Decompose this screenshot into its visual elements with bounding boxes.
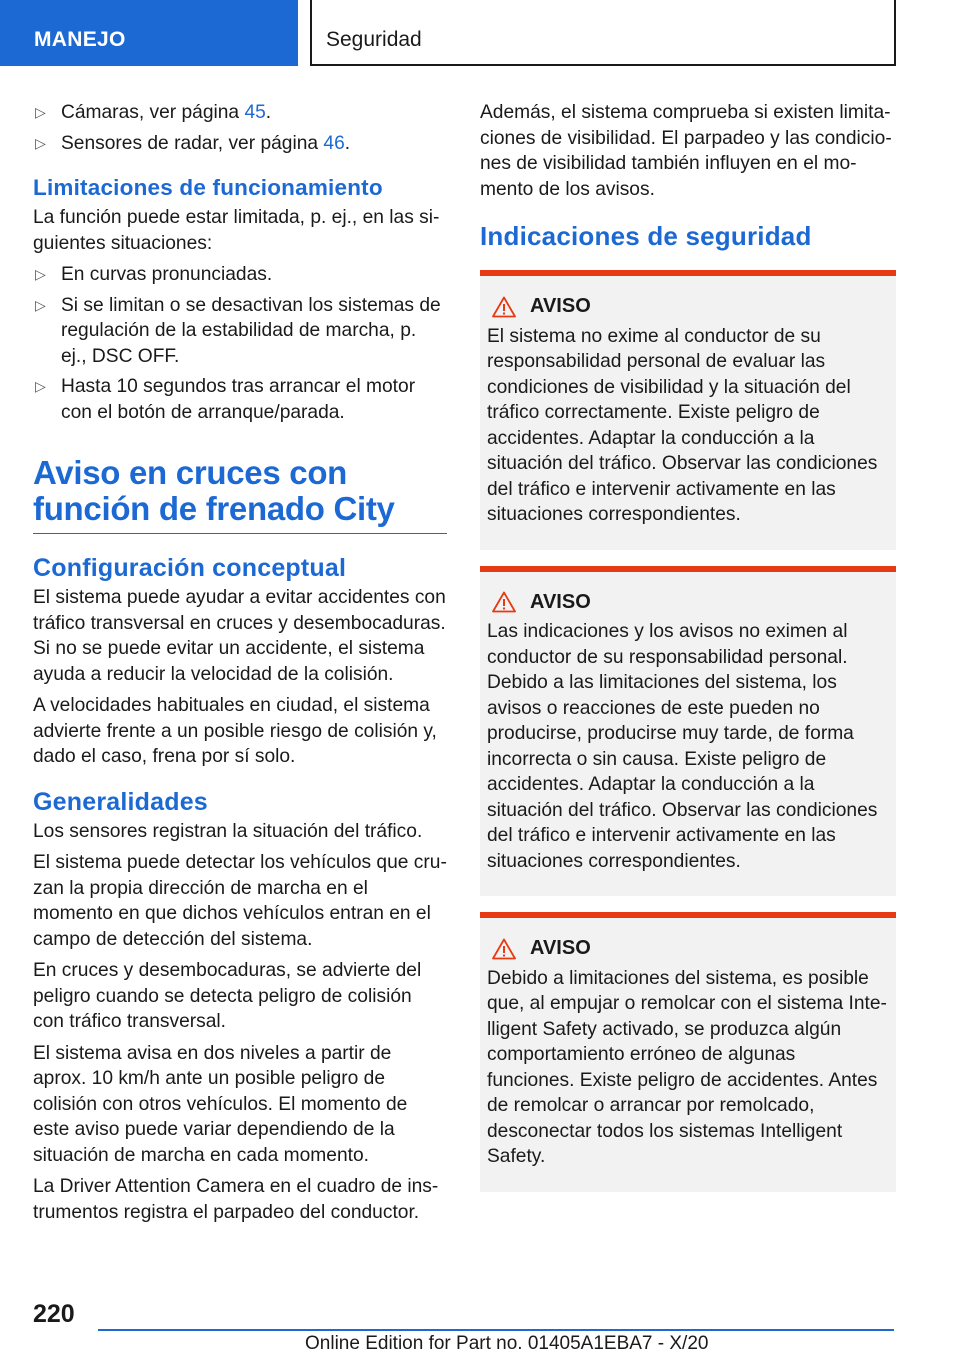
- section-heading-config: Configuración conceptual: [33, 554, 347, 582]
- list-item: ▷ Sensores de radar, ver página 46.: [33, 131, 447, 157]
- limitations-list: [33, 262, 447, 425]
- section-heading-seguridad: Indicaciones de seguridad: [480, 221, 812, 251]
- paragraph: Los sensores registran la situación del tráfico.: [33, 820, 423, 842]
- warning-text: El sistema no exime al conductor de su responsabilidad personal de evaluar las condiciones de visibilidad y la situación del tráfico correctamente. Existe peligro de accidentes. Adaptar la conducción a la situación del tráfico. Observar las condiciones del tráfico e intervenir activamente en las situaciones correspondientes.: [487, 325, 878, 525]
- triangle-bullet-icon: ▷: [35, 378, 46, 394]
- paragraph: La función puede estar limitada, p. ej., en las siguientes situaciones:: [33, 207, 440, 254]
- warning-box: [480, 566, 896, 897]
- page-number: 220: [33, 1300, 75, 1328]
- right-column: [480, 100, 896, 1208]
- warning-header: [487, 936, 888, 962]
- warning-title: AVISO: [530, 937, 591, 959]
- left-column: [33, 100, 447, 1231]
- warning-box: [480, 912, 896, 1192]
- paragraph: Además, el sistema comprueba si existen limitaciones de visibilidad. El parpadeo y las condiciones de visibilidad también influyen en el momento de los avisos.: [480, 102, 892, 200]
- paragraph: El sistema avisa en dos niveles a partir de aprox. 10 km/h ante un posible peligro de colisión con otros vehículos. El momento de este aviso puede variar dependiendo de la situación de marcha en cada momento.: [33, 1042, 408, 1166]
- warning-header: [487, 590, 888, 616]
- triangle-bullet-icon: ▷: [35, 266, 46, 282]
- warning-box: [480, 270, 896, 550]
- paragraph: El sistema puede ayudar a evitar accidentes con tráfico transversal en cruces y desembocaduras. Si no se puede evitar un accidente, el sistema ayuda a reducir la velocidad de la colisión.: [33, 587, 446, 685]
- warning-text: Debido a limitaciones del sistema, es posible que, al empujar o remolcar con el sistema Intelligent Safety activado, se produzca algún comportamiento erróneo de algunas funciones. Existe peligro de accidentes. Antes de remolcar o arrancar por remolcado, desconectar todos los sistemas Intelligent Safety.: [487, 967, 887, 1167]
- list-item: ▷ Hasta 10 segundos tras arrancar el motor con el botón de arranque/parada.: [35, 376, 416, 423]
- edition-note: Online Edition for Part no. 01405A1EBA7 - X/20: [305, 1333, 709, 1354]
- triangle-bullet-icon: ▷: [35, 296, 46, 313]
- triangle-bullet-icon: ▷: [35, 104, 46, 120]
- list-item: ▷ En curvas pronunciadas.: [33, 262, 447, 288]
- section-tab[interactable]: MANEJO: [0, 0, 298, 66]
- page-header: [0, 0, 960, 66]
- list-item: ▷ Cámaras, ver página 45.: [33, 100, 447, 126]
- footer-divider: [98, 1329, 894, 1331]
- list-item: ▷ Si se limitan o se desactivan los sistemas de regulación de la estabilidad de marcha, p. ej., DSC OFF.: [35, 294, 441, 367]
- section-heading-general: Generalidades: [33, 787, 208, 816]
- chapter-heading-aviso: Aviso en cruces con función de frenado City: [33, 455, 447, 534]
- warning-triangle-icon: [492, 938, 516, 960]
- warning-title: AVISO: [530, 295, 591, 317]
- warning-triangle-icon: [492, 296, 516, 318]
- paragraph: En cruces y desembocaduras, se advierte del peligro cuando se detecta peligro de colisión con tráfico transversal.: [33, 960, 422, 1032]
- warning-header: [487, 294, 888, 320]
- triangle-bullet-icon: ▷: [35, 134, 46, 151]
- page-link[interactable]: 46: [323, 132, 345, 154]
- section-heading-limitaciones: Limitaciones de funcionamiento: [33, 175, 383, 200]
- page-link[interactable]: 45: [244, 102, 266, 123]
- chapter-title: Seguridad: [310, 0, 896, 66]
- paragraph: La Driver Attention Camera en el cuadro de instrumentos registra el parpadeo del conductor.: [33, 1176, 439, 1223]
- paragraph: El sistema puede detectar los vehículos que cruzan la propia dirección de marcha en el momento en que dichos vehículos entran en el campo de detección del sistema.: [33, 852, 447, 950]
- reference-list: [33, 100, 447, 156]
- paragraph: A velocidades habituales en ciudad, el sistema advierte frente a un posible riesgo de colisión y, dado el caso, frena por sí solo.: [33, 695, 437, 767]
- warning-title: AVISO: [530, 590, 591, 613]
- warning-triangle-icon: [492, 591, 516, 613]
- warning-text: Las indicaciones y los avisos no eximen al conductor de su responsabilidad personal. Debido a las limitaciones del sistema, los avisos o reacciones de este pueden no producirse, producirse muy tarde, de forma incorrecta o sin causa. Existe peligro de accidentes. Adaptar la conducción a la situación del tráfico. Observar las condiciones del tráfico e intervenir activamente en las situaciones correspondientes.: [487, 621, 878, 872]
